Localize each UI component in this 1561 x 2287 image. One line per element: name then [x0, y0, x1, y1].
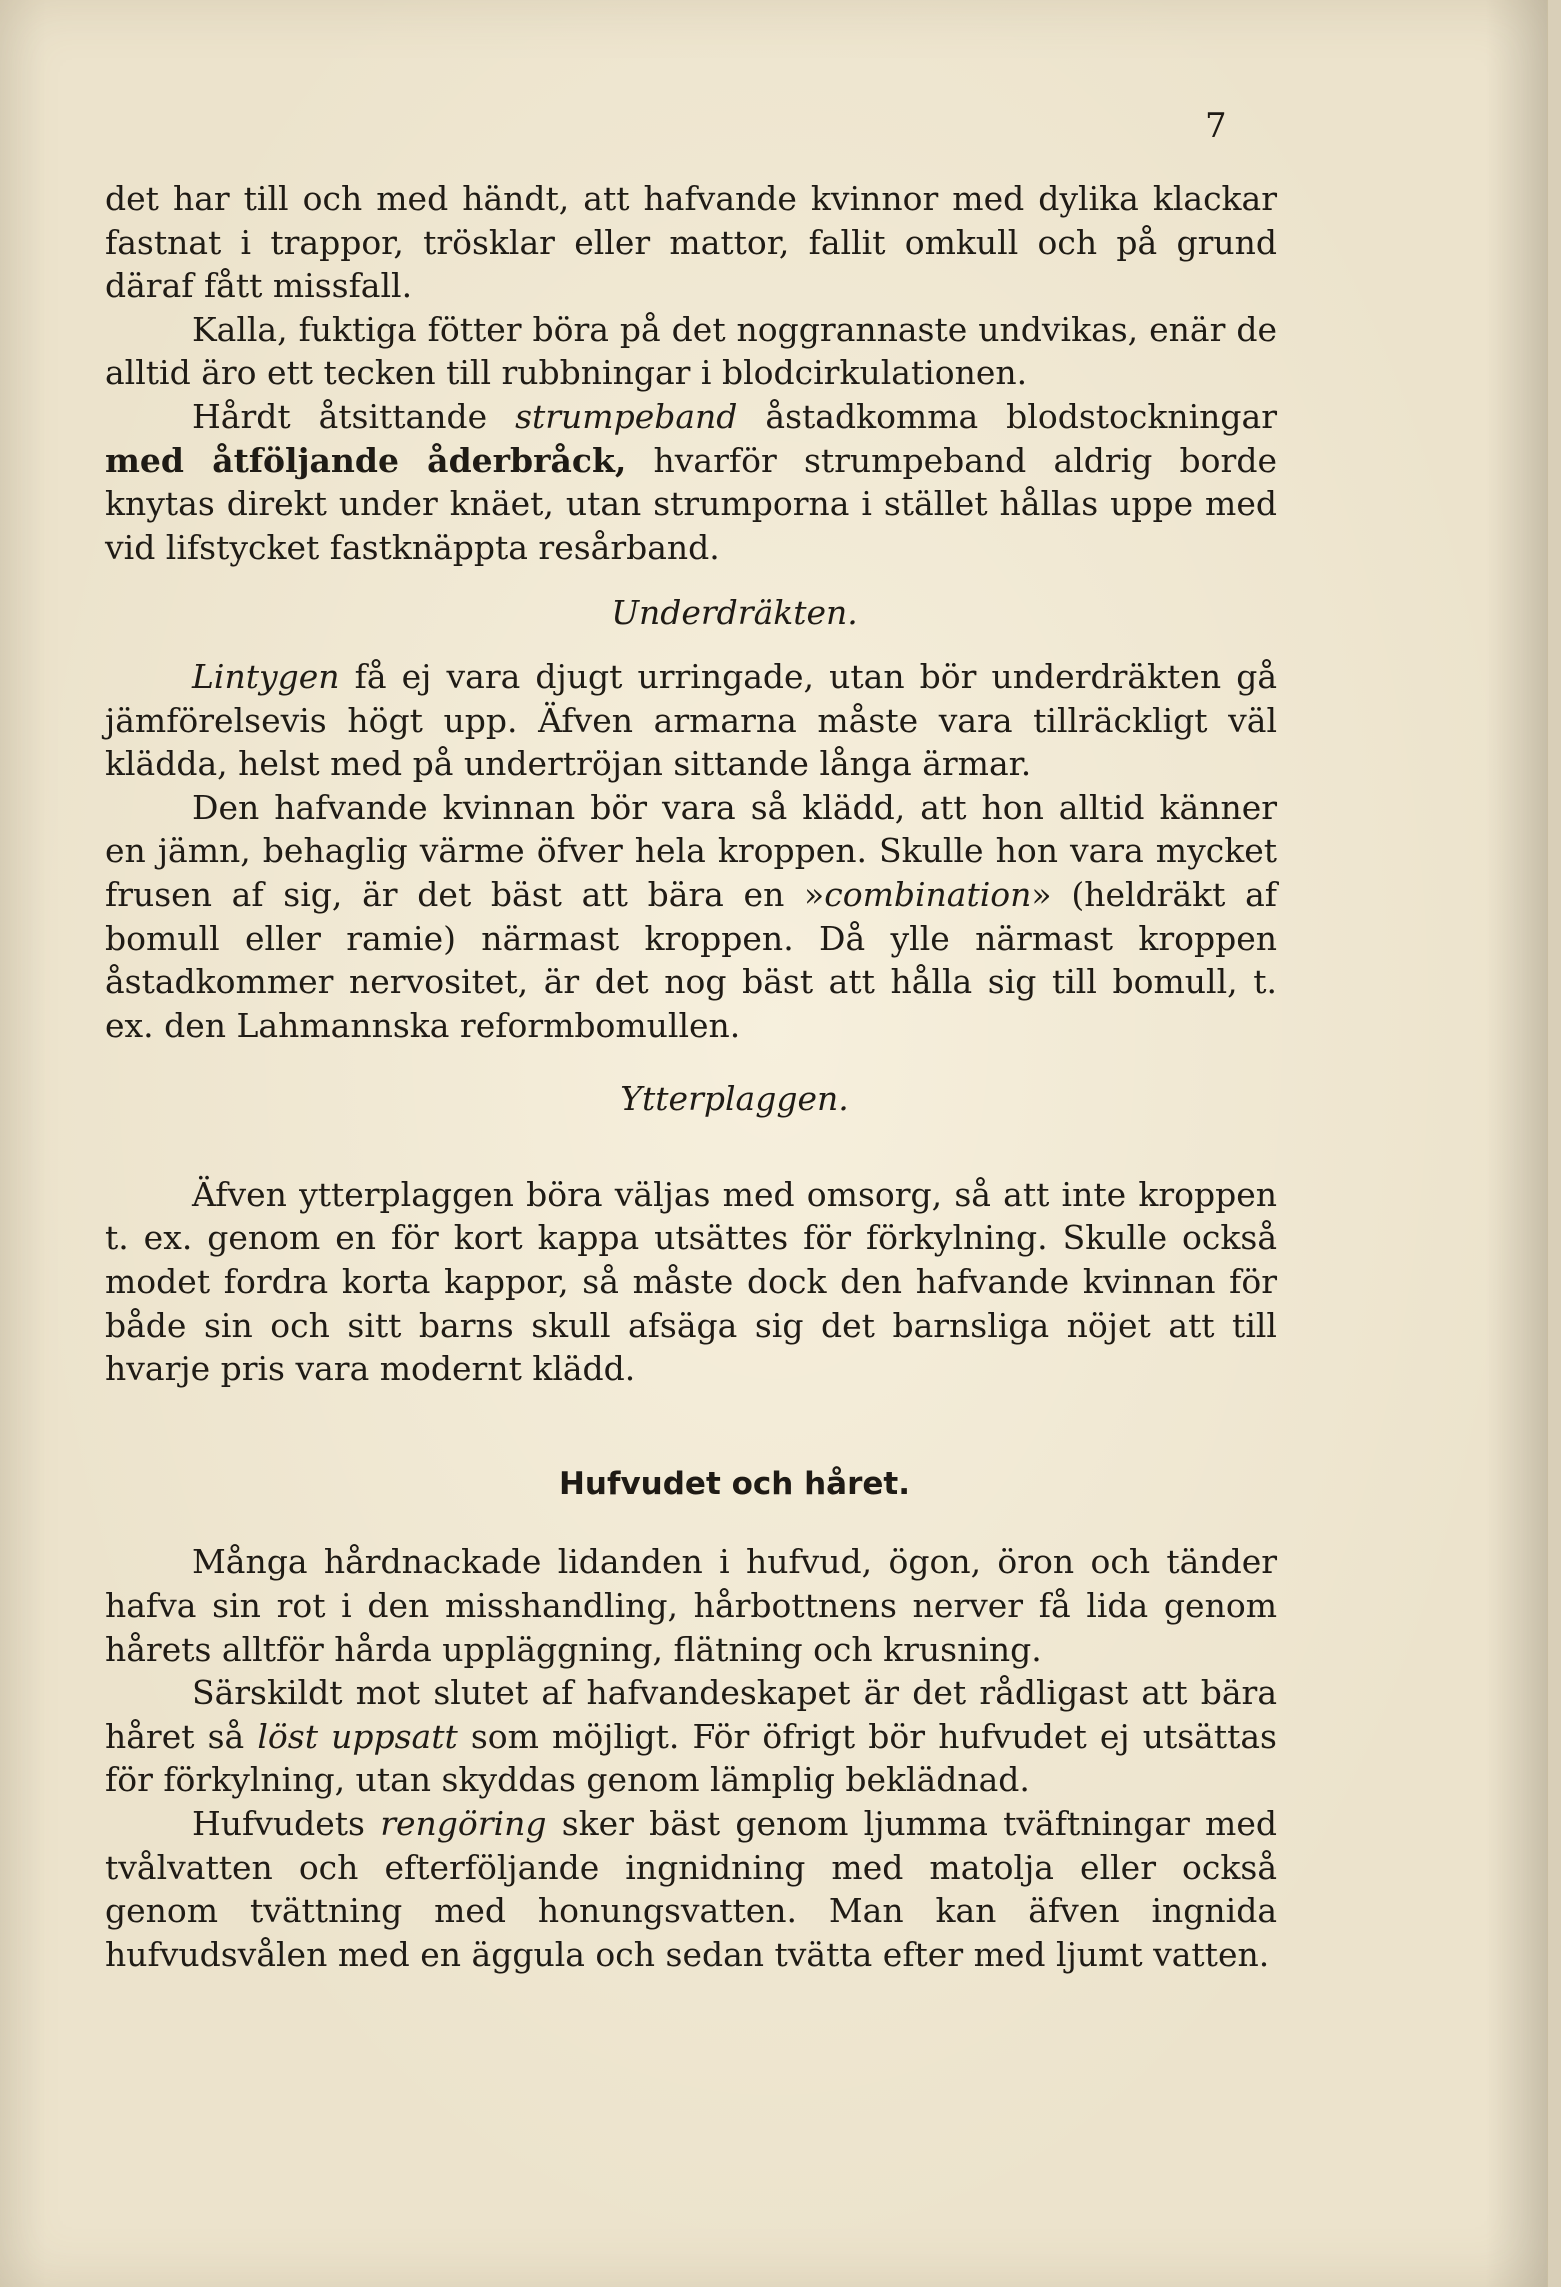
- paragraph-ytterplaggen: Äfven ytterplaggen böra väljas med omsorg, så att inte kroppen t. ex. genom en för kort kappa utsättes för förkylning. Skulle också modet fordra korta kappor, så måste dock den hafvande kvinnan för både sin och sitt barns skull afsäga sig det barnsliga nöjet att till hvarje pris vara modernt klädd.: [105, 1174, 1277, 1389]
- text-run: som möjligt. För öfrigt bör hufvudet ej utsättas för förkylning, utan skyddas genom lämplig beklädnad.: [105, 1716, 1277, 1800]
- text-run: » (heldräkt af bomull eller ramie) närmast kroppen. Då ylle närmast kroppen åstadkommer nervositet, är det nog bäst att hålla sig till bomull, t. ex. den Lahmannska reformbomullen.: [105, 874, 1277, 1045]
- paragraph-rengoring: [105, 1802, 1277, 1976]
- text-run: Den hafvande kvinnan bör vara så klädd, att hon alltid känner en jämn, behaglig värme öfver hela kroppen. Skulle hon vara mycket frusen af sig, är det bäst att bära en »: [105, 787, 1277, 914]
- section-heading-underdrakten: Underdräkten.: [611, 593, 858, 633]
- paragraph-lidanden: Många hårdnackade lidanden i hufvud, ögon, öron och tänder hafva sin rot i den misshandling, hårbottnens nerver få lida genom hårets alltför hårda uppläggning, flätning och krusning.: [105, 1542, 1277, 1669]
- text-run: hvarför strumpeband aldrig borde knytas direkt under knäet, utan strumporna i stället hållas uppe med vid lifstycket fastknäppta resårband.: [105, 440, 1277, 567]
- bold-phrase: med åtföljande åderbråck,: [105, 440, 627, 480]
- italic-term-rengoring: rengöring: [380, 1804, 547, 1843]
- italic-term-combination: combination: [824, 874, 1032, 914]
- page-body: [105, 177, 1277, 1976]
- text-run: åstadkomma blodstockningar: [737, 396, 1278, 436]
- paragraph-lintygen: [105, 655, 1277, 786]
- section-heading-hufvudet: Hufvudet och håret.: [558, 1465, 911, 1502]
- italic-term-lost-uppsatt: löst uppsatt: [257, 1716, 458, 1756]
- paragraph-strumpeband: [105, 395, 1277, 569]
- paragraph-varme: [105, 786, 1277, 1048]
- paragraph-missfall: det har till och med händt, att hafvande kvinnor med dylika klackar fastnat i trappor, trösklar eller mattor, fallit omkull och på grund däraf fått missfall.: [105, 179, 1277, 306]
- text-run: Hufvudets: [192, 1804, 381, 1843]
- page-number: 7: [1205, 106, 1227, 146]
- paragraph-fotter: Kalla, fuktiga fötter böra på det noggrannaste undvikas, enär de alltid äro ett tecken till rubbningar i blodcirkulationen.: [105, 309, 1277, 393]
- section-heading-ytterplaggen: Ytterplaggen.: [620, 1079, 849, 1119]
- text-run: Hårdt åtsittande: [192, 396, 516, 436]
- text-run: få ej vara djugt urringade, utan bör underdräkten gå jämförelsevis högt upp. Äfven armarna måste vara tillräckligt väl klädda, helst med på undertröjan sittande långa ärmar.: [105, 656, 1277, 784]
- page-edge: [1547, 0, 1561, 2287]
- paragraph-lost-uppsatt: [105, 1671, 1277, 1802]
- italic-term-lintygen: Lintygen: [192, 656, 340, 696]
- text-run: sker bäst genom ljumma tväftningar med tvålvatten och efterföljande ingnidning med matolja eller också genom tvättning med honungsvatten. Man kan äfven ingnida hufvudsvålen med en äggula och sedan tvätta efter med ljumt vatten.: [105, 1804, 1278, 1974]
- italic-term-strumpeband: strumpeband: [515, 396, 738, 436]
- text-run: Särskildt mot slutet af hafvandeskapet är det rådligast att bära håret så: [105, 1673, 1277, 1756]
